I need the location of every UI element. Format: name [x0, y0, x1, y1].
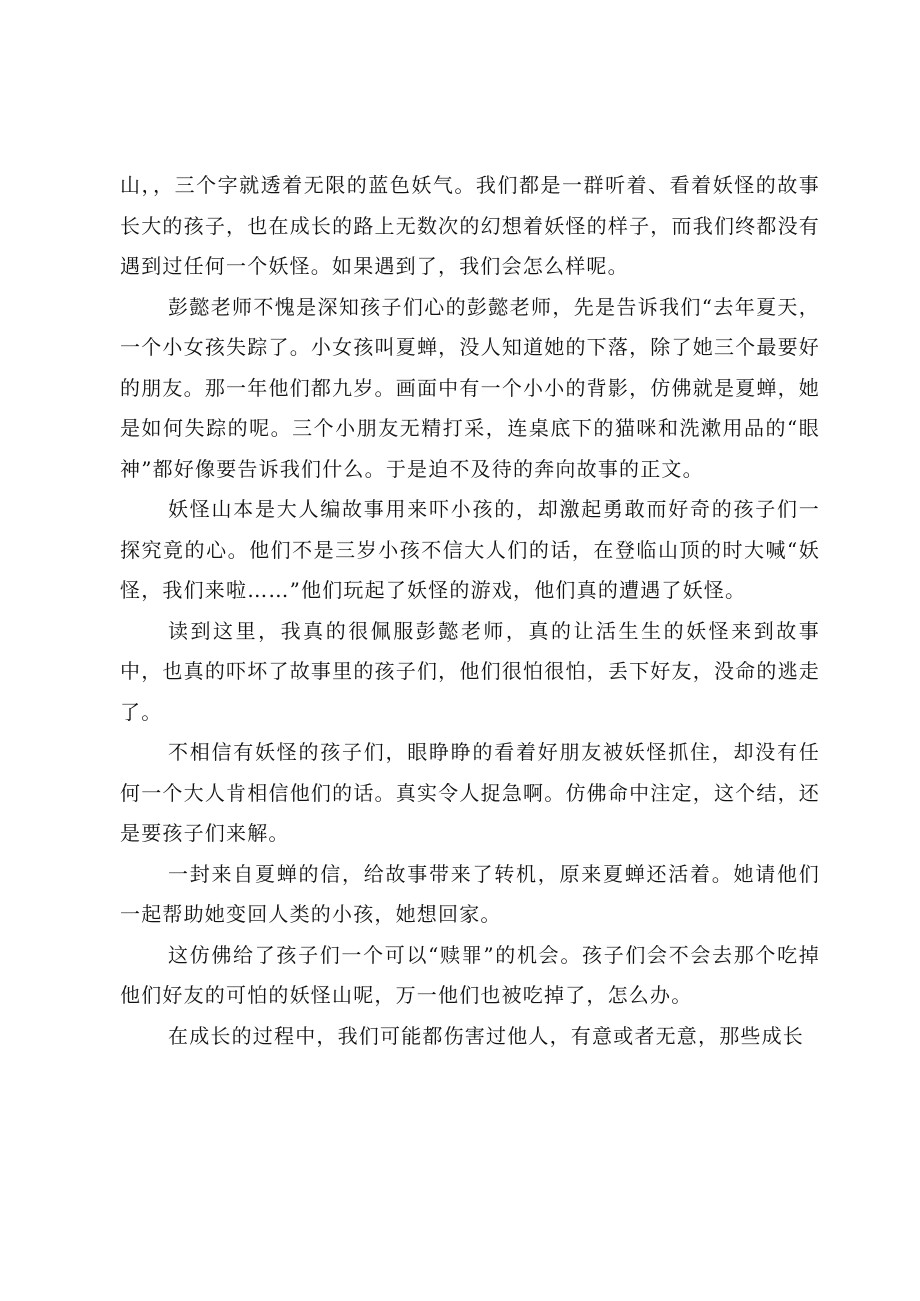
paragraph-2: 彭懿老师不愧是深知孩子们心的彭懿老师，先是告诉我们“去年夏天，一个小女孩失踪了。小女孩叫夏蝉，没人知道她的下落，除了她三个最要好的朋友。那一年他们都九岁。画面中有一个小小的背影，仿佛就是夏蝉，她是如何失踪的呢。三个小朋友无精打采，连桌底下的猫咪和洗漱用品的“眼神”都好像要告诉我们什么。于是迫不及待的奔向故事的正文。 [120, 294, 820, 481]
paragraph-8: 在成长的过程中，我们可能都伤害过他人，有意或者无意，那些成长 [168, 1023, 804, 1048]
paragraph-7: 这仿佛给了孩子们一个可以“赎罪”的机会。孩子们会不会去那个吃掉他们好友的可怕的妖怪山呢，万一他们也被吃掉了，怎么办。 [120, 942, 820, 1007]
paragraph-4: 读到这里，我真的很佩服彭懿老师，真的让活生生的妖怪来到故事中，也真的吓坏了故事里的孩子们，他们很怕很怕，丢下好友，没命的逃走了。 [120, 618, 820, 724]
paragraph-5: 不相信有妖怪的孩子们，眼睁睁的看着好朋友被妖怪抓住，却没有任何一个大人肯相信他们的话。真实令人捉急啊。仿佛命中注定，这个结，还是要孩子们来解。 [120, 740, 820, 845]
document-body [120, 165, 820, 1056]
paragraph-3: 妖怪山本是大人编故事用来吓小孩的，却激起勇敢而好奇的孩子们一探究竟的心。他们不是三岁小孩不信大人们的话，在登临山顶的时大喊“妖怪，我们来啦……”他们玩起了妖怪的游戏，他们真的遭遇了妖怪。 [120, 497, 820, 602]
paragraph-6: 一封来自夏蝉的信，给故事带来了转机，原来夏蝉还活着。她请他们一起帮助她变回人类的小孩，她想回家。 [120, 861, 820, 926]
paragraph-1: 山，，三个字就透着无限的蓝色妖气。我们都是一群听着、看着妖怪的故事长大的孩子，也在成长的路上无数次的幻想着妖怪的样子，而我们终都没有遇到过任何一个妖怪。如果遇到了，我们会怎么样呢。 [120, 173, 820, 278]
